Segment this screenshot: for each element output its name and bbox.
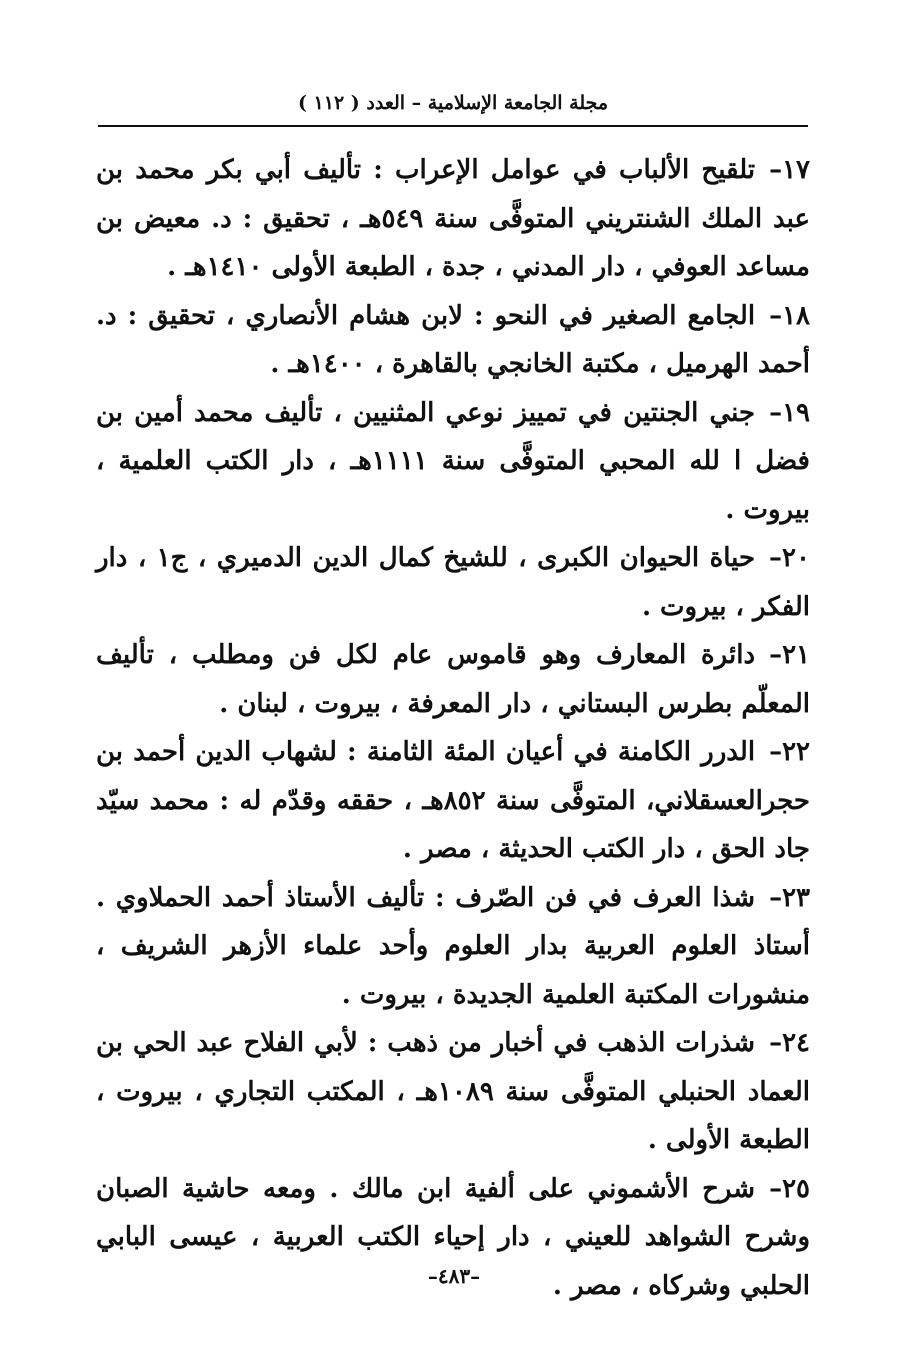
running-header: مجلة الجامعة الإسلامية – العدد ( ١١٢ ): [297, 92, 609, 114]
entry-text: الجامع الصغير في النحو : لابن هشام الأنصاري ، تحقيق : د. أحمد الهرميل ، مكتبة الخانجي بالقاهرة ، ١٤٠٠هـ .: [96, 300, 810, 379]
bibliography-entry: [96, 874, 810, 1020]
entry-text: حياة الحيوان الكبرى ، للشيخ كمال الدين الدميري ، ج١ ، دار الفكر ، بيروت .: [96, 543, 810, 622]
bibliography-entry: [96, 389, 810, 535]
entry-number: ٢٥–: [769, 1173, 810, 1204]
bibliography-entry: [96, 534, 810, 631]
entry-number: ٢٤–: [769, 1028, 810, 1058]
entry-number: ٢٣–: [769, 882, 810, 913]
entry-number: ١٩–: [769, 397, 810, 428]
bibliography-entry: [96, 728, 810, 874]
bibliography-entry: [96, 146, 810, 292]
entry-text: الدرر الكامنة في أعيان المئة الثامنة : لشهاب الدين أحمد بن حجرالعسقلاني، المتوفَّى سنة ٨٥٢هـ ، حققه وقدّم له : محمد سيّد جاد الحق ، دار الكتب الحديثة ، مصر .: [96, 737, 811, 864]
entry-text: شرح الأشموني على ألفية ابن مالك . ومعه حاشية الصبان وشرح الشواهد للعيني ، دار إحياء الكتب العربية ، عيسى البابي الحلبي وشركاه ، مصر .: [96, 1173, 810, 1301]
entry-text: شذرات الذهب في أخبار من ذهب : لأبي الفلاح عبد الحي بن العماد الحنبلي المتوفَّى سنة ١٠٨٩هـ ، المكتب التجاري ، بيروت ، الطبعة الأولى .: [96, 1028, 810, 1155]
entry-text: دائرة المعارف وهو قاموس عام لكل فن ومطلب ، تأليف المعلّم بطرس البستاني ، دار المعرفة ، بيروت ، لبنان .: [96, 640, 810, 719]
bibliography-list: [96, 146, 810, 1310]
bibliography-entry: [96, 1019, 810, 1165]
bibliography-entry: [96, 292, 810, 389]
bibliography-entry: [96, 631, 810, 728]
entry-number: ٢٢–: [769, 737, 811, 767]
entry-number: ٢١–: [769, 640, 810, 670]
entry-text: تلقيح الألباب في عوامل الإعراب : تأليف أبي بكر محمد بن عبد الملك الشنتريني المتوفَّى سنة ٥٤٩هـ ، تحقيق : د. معيض بن مساعد العوفي ، دار المدني ، جدة ، الطبعة الأولى ١٤١٠هـ .: [96, 155, 811, 282]
entry-number: ٢٠–: [769, 543, 810, 573]
entry-number: ١٨–: [769, 300, 810, 331]
header-rule: [98, 125, 808, 127]
entry-text: جني الجنتين في تمييز نوعي المثنيين ، تأليف محمد أمين بن فضل ا لله المحبي المتوفَّى سنة ١١١١هـ ، دار الكتب العلمية ، بيروت .: [96, 397, 810, 525]
entry-text: شذا العرف في فن الصّرف : تأليف الأستاذ أحمد الحملاوي . أستاذ العلوم العربية بدار العلوم وأحد علماء الأزهر الشريف ، منشورات المكتبة العلمية الجديدة ، بيروت .: [96, 882, 810, 1010]
entry-number: ١٧–: [769, 155, 810, 185]
bibliography-entry: [96, 1165, 810, 1311]
page-number: –٤٨٣–: [427, 1264, 481, 1288]
